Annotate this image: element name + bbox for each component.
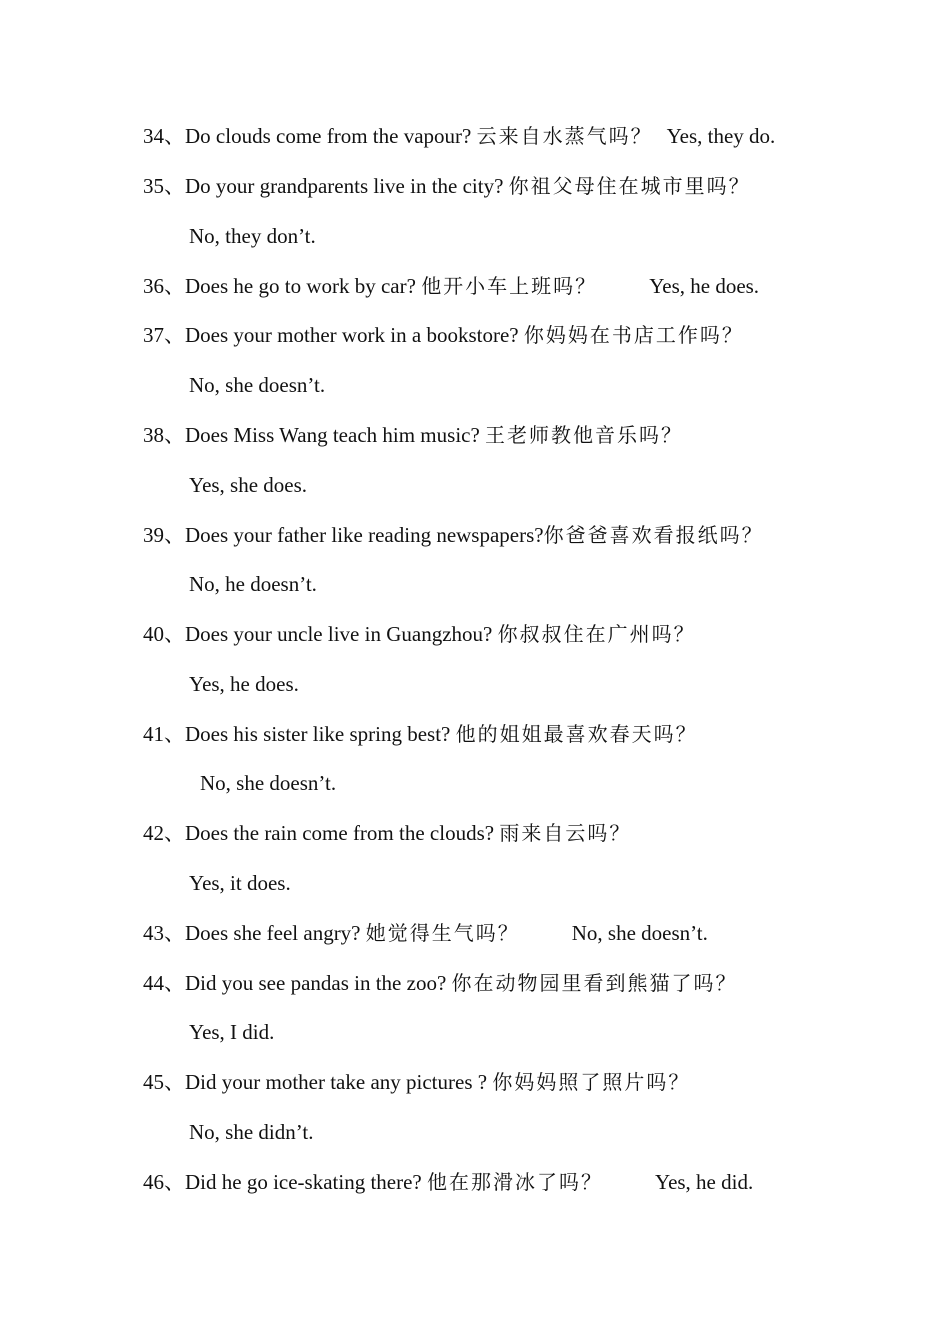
item-number: 45、 [143, 1070, 185, 1094]
question-chinese: 你祖父母住在城市里吗？ [508, 174, 751, 198]
item-number: 35、 [143, 174, 185, 198]
answer-38: Yes, she does. [189, 473, 308, 497]
item-41 [143, 721, 698, 747]
item-35 [143, 173, 751, 199]
question-chinese: 你爸爸喜欢看报纸吗？ [543, 523, 764, 547]
item-36 [143, 273, 759, 299]
question-chinese: 他在那滑冰了吗？ [427, 1170, 603, 1194]
item-34 [143, 123, 775, 149]
item-40 [143, 621, 696, 647]
item-number: 37、 [143, 323, 185, 347]
item-38 [143, 422, 683, 448]
question-english: Do your grandparents live in the city? [185, 174, 509, 198]
question-english: Does the rain come from the clouds? [185, 821, 500, 845]
item-46 [143, 1169, 753, 1195]
answer-40: Yes, he does. [189, 672, 299, 696]
question-chinese: 她觉得生气吗？ [365, 921, 520, 945]
question-chinese: 你妈妈在书店工作吗？ [523, 323, 744, 347]
answer: No, she doesn’t. [571, 921, 708, 945]
item-number: 39、 [143, 523, 185, 547]
question-english: Did your mother take any pictures ? [185, 1070, 493, 1094]
question-english: Does his sister like spring best? [185, 722, 456, 746]
item-42 [143, 820, 631, 846]
question-chinese: 你叔叔住在广州吗？ [497, 622, 696, 646]
item-44 [143, 970, 738, 996]
question-english: Do clouds come from the vapour? [185, 124, 477, 148]
item-43 [143, 920, 708, 946]
answer: Yes, they do. [666, 124, 776, 148]
question-chinese: 云来自水蒸气吗？ [476, 124, 653, 148]
question-english: Did he go ice-skating there? [185, 1170, 427, 1194]
answer-41: No, she doesn’t. [200, 771, 337, 795]
question-chinese: 你在动物园里看到熊猫了吗？ [451, 971, 738, 995]
item-number: 36、 [143, 274, 185, 298]
answer-35: No, they don’t. [189, 224, 316, 248]
answer-39: No, he doesn’t. [189, 572, 317, 596]
item-number: 41、 [143, 722, 185, 746]
question-english: Does she feel angry? [185, 921, 366, 945]
question-chinese: 你妈妈照了照片吗？ [492, 1070, 691, 1094]
answer: Yes, he did. [655, 1170, 754, 1194]
question-english: Did you see pandas in the zoo? [185, 971, 452, 995]
item-number: 43、 [143, 921, 185, 945]
answer-44: Yes, I did. [189, 1020, 275, 1044]
question-chinese: 王老师教他音乐吗？ [485, 423, 684, 447]
question-chinese: 他的姐姐最喜欢春天吗？ [455, 722, 698, 746]
item-37 [143, 322, 744, 348]
question-chinese: 他开小车上班吗？ [421, 274, 598, 298]
item-number: 34、 [143, 124, 185, 148]
question-english: Does your mother work in a bookstore? [185, 323, 524, 347]
item-number: 40、 [143, 622, 185, 646]
question-english: Does your uncle live in Guangzhou? [185, 622, 498, 646]
answer: Yes, he does. [649, 274, 760, 298]
answer-45: No, she didn’t. [189, 1120, 314, 1144]
item-number: 46、 [143, 1170, 185, 1194]
item-45 [143, 1069, 690, 1095]
question-english: Does your father like reading newspapers? [185, 523, 544, 547]
item-number: 38、 [143, 423, 185, 447]
item-number: 44、 [143, 971, 185, 995]
item-number: 42、 [143, 821, 185, 845]
item-39 [143, 522, 764, 548]
answer-42: Yes, it does. [189, 871, 291, 895]
answer-37: No, she doesn’t. [189, 373, 326, 397]
question-english: Does he go to work by car? [185, 274, 422, 298]
question-chinese: 雨来自云吗？ [499, 821, 632, 845]
question-english: Does Miss Wang teach him music? [185, 423, 486, 447]
